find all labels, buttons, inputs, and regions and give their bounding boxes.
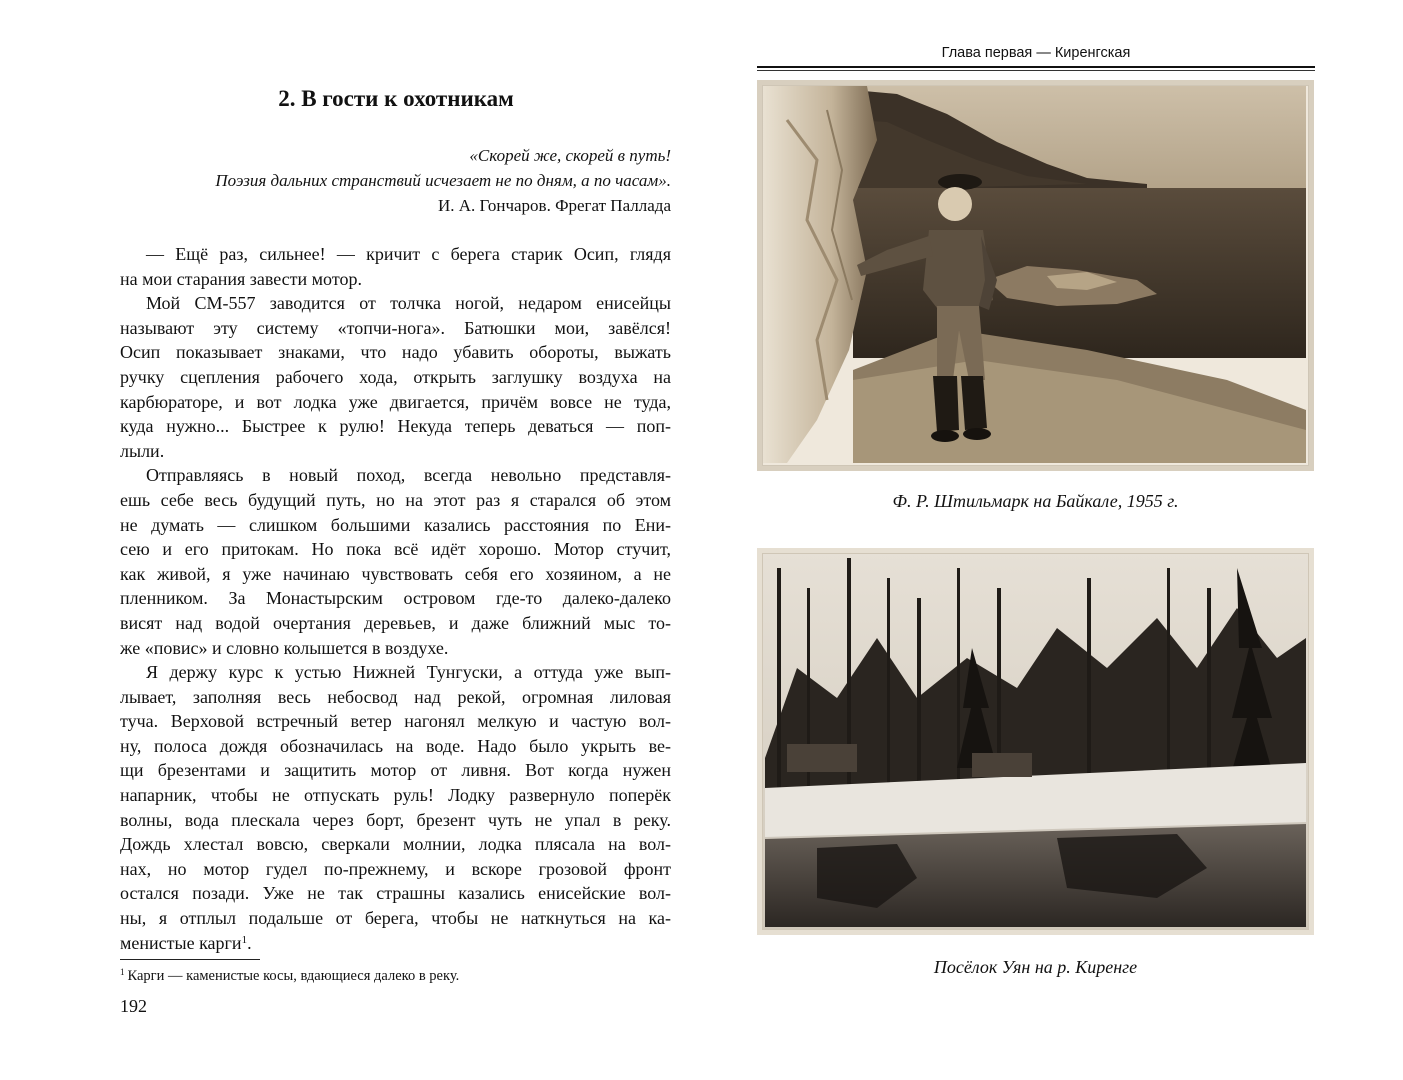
text-line: как живой, я уже начинаю чувствовать себя его хозяином, а не [120, 563, 671, 584]
header-rule [757, 66, 1315, 68]
photo2-caption: Посёлок Уян на р. Киренге [933, 957, 1138, 977]
text-line: Я держу курс к устью Нижней Тунгуски, а оттуда уже вып- [146, 662, 671, 683]
text-line-final [120, 931, 671, 956]
photo-settlement-uyan [757, 548, 1314, 935]
text-line: называют эту систему «топчи-нога». Батюшки мои, завёлся! [120, 317, 671, 338]
text-line: волны, вода плескала через борт, брезент чуть не упал в реку. [120, 809, 671, 830]
epigraph-source: И. А. Гончаров. Фрегат Паллада [437, 196, 671, 215]
footnote-text: Карги — каменистые косы, вдающиеся далеко в реку. [127, 968, 460, 984]
text-line: Дождь хлестал вовсю, сверкали молнии, лодка плясала на вол- [120, 834, 671, 855]
photo1-caption: Ф. Р. Штильмарк на Байкале, 1955 г. [892, 491, 1179, 511]
epigraph [120, 143, 671, 218]
photo-man-on-baikal-shore-illustration [757, 80, 1314, 471]
text-line: карбюраторе, и вот лодка уже двигается, причём вовсе не туда, [120, 391, 671, 412]
photo-man-on-baikal-shore [757, 80, 1314, 471]
text-line: ны, я отплыл подальше от берега, чтобы не наткнуться на ка- [120, 908, 671, 929]
text-line: туча. Верховой встречный ветер нагонял мелкую и частую вол- [120, 711, 671, 732]
text-line: не думать — слишком большими казались расстояния по Ени- [120, 514, 671, 535]
text-line: лывает, заполняя весь небосвод над рекой, огромная лиловая [120, 686, 671, 707]
footnote [120, 967, 459, 985]
text-line: ну, полоса дождя обозначилась на воде. Надо было укрыть ве- [120, 735, 671, 756]
footnote-rule [120, 959, 260, 960]
epigraph-line: Поэзия дальних странствий исчезает не по дням, а по часам». [215, 171, 671, 190]
photo-settlement-uyan-illustration [757, 548, 1314, 935]
text-line: куда нужно... Быстрее к рулю! Некуда теперь деваться — поп- [120, 416, 671, 437]
text-line-final-text: менистые карги [120, 932, 242, 953]
epigraph-line: «Скорей же, скорей в путь! [469, 146, 671, 165]
header-rule-thin [757, 70, 1315, 71]
text-line: пленником. За Монастырским островом где-то далеко-далеко [120, 588, 671, 609]
running-header: Глава первая — Киренгская [941, 45, 1131, 61]
text-line-final-period: . [247, 932, 252, 953]
text-line: напарник, чтобы не отпускать руль! Лодку развернуло поперёк [120, 785, 671, 806]
text-line: Мой СМ-557 заводится от толчка ногой, недаром енисейцы [146, 293, 671, 314]
text-line: ручку сцепления рабочего хода, открыть заглушку воздуха на [120, 366, 671, 387]
text-line: Отправляясь в новый поход, всегда невольно представля- [146, 465, 671, 486]
text-line: на мои старания завести мотор. [120, 268, 362, 289]
text-line: висят над водой очертания деревьев, и даже ближний мыс то- [120, 612, 671, 633]
text-line: нах, но мотор гудел по-прежнему, и вскоре грозовой фронт [120, 858, 671, 879]
text-line: лыли. [120, 440, 165, 461]
text-line: сею и его притокам. Но пока всё идёт хорошо. Мотор стучит, [120, 539, 671, 560]
footnote-marker: 1 [120, 967, 125, 977]
text-line: же «повис» и словно колышется в воздухе. [120, 637, 449, 658]
footnote-reference[interactable]: 1 [241, 933, 248, 946]
text-line: остался позади. Уже не так страшны казались енисейские вол- [120, 883, 671, 904]
page-number: 192 [120, 996, 147, 1016]
text-line: щи брезентами и защитить мотор от ливня. Вот когда нужен [120, 760, 671, 781]
body-text [120, 242, 671, 955]
text-line: — Ещё раз, сильнее! — кричит с берега старик Осип, глядя [146, 244, 671, 264]
text-line: Осип показывает знаками, что надо убавить обороты, выжать [120, 342, 671, 363]
text-line: ешь себе весь будущий путь, но на этот раз я старался об этом [120, 489, 671, 510]
chapter-title: 2. В гости к охотникам [278, 86, 514, 111]
